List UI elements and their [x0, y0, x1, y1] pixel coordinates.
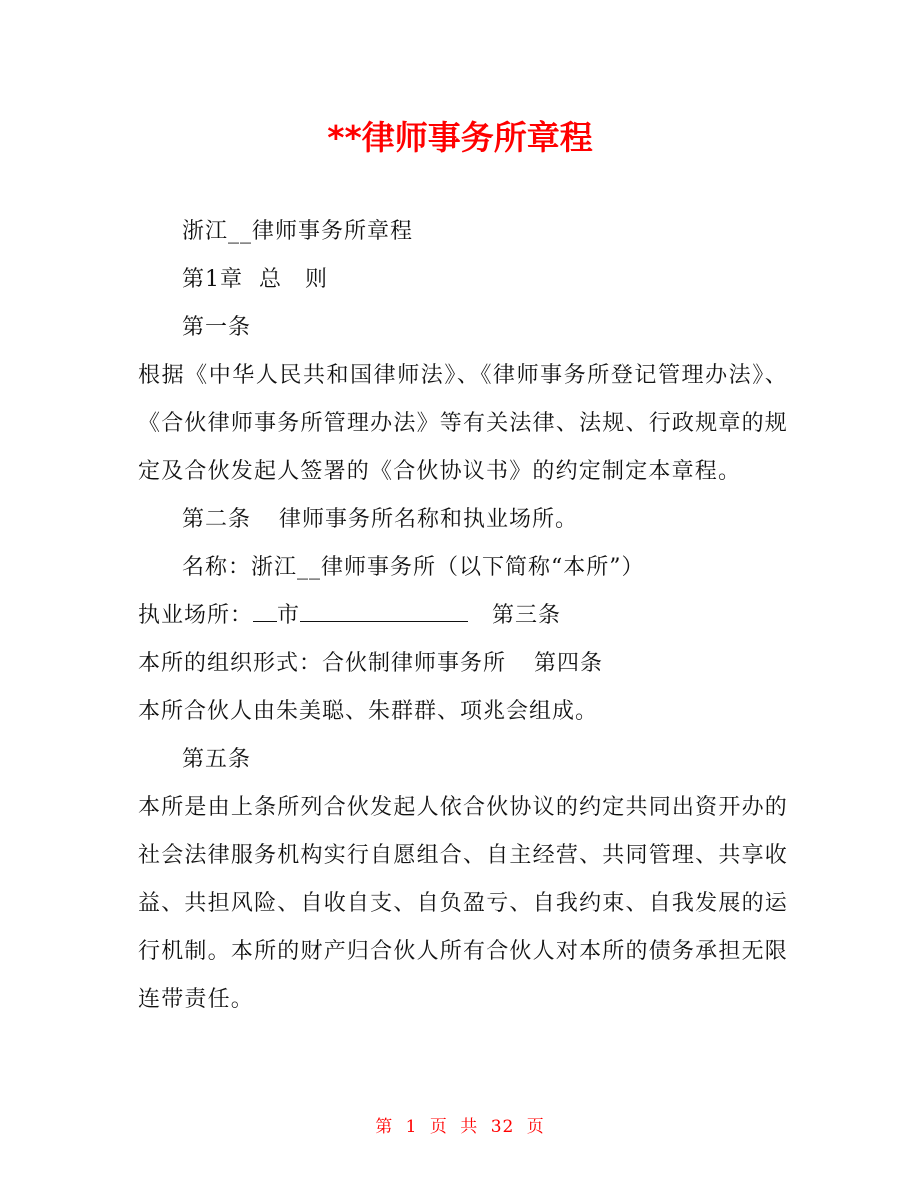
document-body	[138, 208, 788, 1024]
article-2-text: 律师事务所名称和执业场所。	[279, 507, 579, 532]
article-2-label: 第二条	[182, 507, 252, 532]
chapter-label: 第1章	[182, 267, 243, 292]
location-prefix: 执业场所：	[138, 603, 254, 628]
city-suffix: 市	[277, 603, 301, 628]
partners-line: 本所合伙人由朱美聪、朱群群、项兆会组成。	[138, 699, 599, 724]
address-blank	[300, 603, 468, 622]
article-4-label: 第四条	[534, 651, 604, 676]
article-1-label: 第一条	[182, 315, 252, 340]
location-line	[138, 592, 788, 640]
heading-line: 浙江__律师事务所章程	[182, 219, 414, 244]
document-title: **律师事务所章程	[327, 118, 593, 157]
chapter-heading	[138, 256, 788, 304]
article-5-label: 第五条	[182, 747, 252, 772]
org-form-line	[138, 640, 788, 688]
article-1-text: 根据《中华人民共和国律师法》、《律师事务所登记管理办法》、《合伙律师事务所管理办法》等有关法律、法规、行政规章的规定及合伙发起人签署的《合伙协议书》的约定制定本章程。	[138, 363, 788, 484]
org-form-text: 本所的组织形式：合伙制律师事务所	[138, 651, 507, 676]
city-blank	[253, 603, 277, 622]
article-5-text: 本所是由上条所列合伙发起人依合伙协议的约定共同出资开办的社会法律服务机构实行自愿组合、自主经营、共同管理、共享收益、共担风险、自收自支、自负盈亏、自我约束、自我发展的运行机制。本所的财产归合伙人所有合伙人对本所的债务承担无限连带责任。	[138, 795, 788, 1012]
page-footer: 第 1 页 共 32 页	[375, 1117, 545, 1137]
name-line: 名称：浙江__律师事务所（以下简称“本所”）	[182, 555, 645, 580]
article-2-line	[138, 496, 788, 544]
article-3-label: 第三条	[492, 603, 562, 628]
chapter-name: 总 则	[259, 267, 329, 292]
